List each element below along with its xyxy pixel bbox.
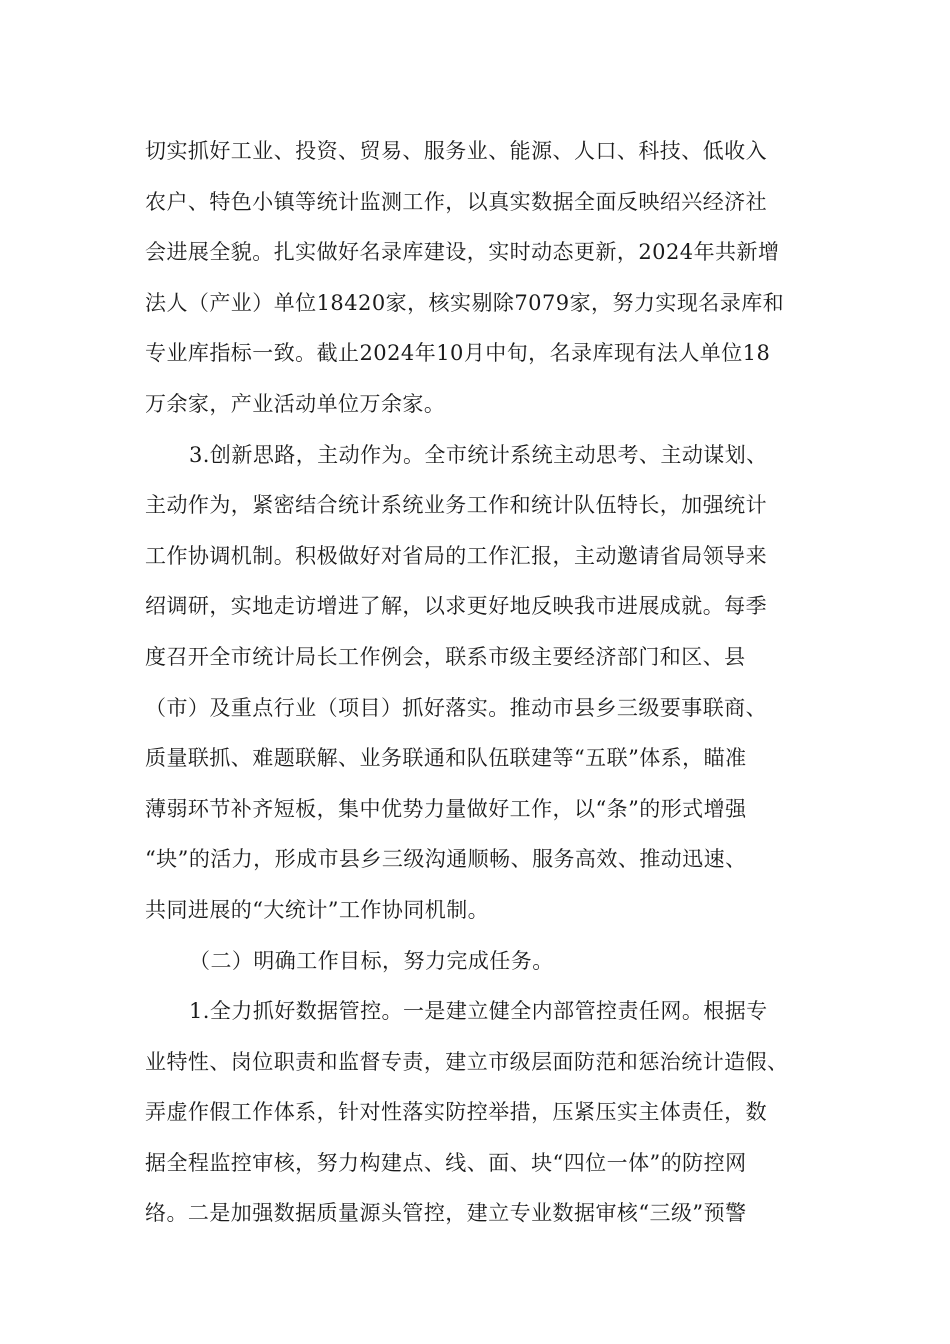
text-line: 薄弱环节补齐短板，集中优势力量做好工作，以“条”的形式增强 bbox=[145, 796, 747, 821]
text-line: 农户、特色小镇等统计监测工作，以真实数据全面反映绍兴经济社 bbox=[145, 189, 768, 214]
text-line: 度召开全市统计局长工作例会，联系市级主要经济部门和区、县 bbox=[145, 644, 746, 669]
text-line: 据全程监控审核，努力构建点、线、面、块“四位一体”的防控网 bbox=[145, 1150, 747, 1175]
text-line: 1.全力抓好数据管控。一是建立健全内部管控责任网。根据专 bbox=[189, 999, 768, 1024]
text-line: 质量联抓、难题联解、业务联通和队伍联建等“五联”体系，瞄准 bbox=[145, 746, 747, 771]
text-line: 3.创新思路，主动作为。全市统计系统主动思考、主动谋划、 bbox=[189, 442, 768, 467]
text-line: 弄虚作假工作体系，针对性落实防控举措，压紧压实主体责任，数 bbox=[145, 1100, 768, 1125]
text-line: 工作协调机制。积极做好对省局的工作汇报，主动邀请省局领导来 bbox=[145, 543, 768, 568]
text-line: 业特性、岗位职责和监督专责，建立市级层面防范和惩治统计造假、 bbox=[145, 1049, 789, 1074]
text-line: 绍调研，实地走访增进了解，以求更好地反映我市进展成就。每季 bbox=[145, 594, 768, 619]
text-line: 专业库指标一致。截止2024年10月中旬，名录库现有法人单位18 bbox=[145, 341, 771, 366]
text-line: （二）明确工作目标，努力完成任务。 bbox=[189, 948, 554, 973]
text-line: “块”的活力，形成市县乡三级沟通顺畅、服务高效、推动迅速、 bbox=[145, 847, 747, 872]
text-line: （市）及重点行业（项目）抓好落实。推动市县乡三级要事联商、 bbox=[145, 695, 768, 720]
body-text bbox=[145, 126, 805, 1239]
text-line: 法人（产业）单位18420家，核实剔除7079家，努力实现名录库和 bbox=[145, 290, 785, 315]
text-line: 主动作为，紧密结合统计系统业务工作和统计队伍特长，加强统计 bbox=[145, 493, 768, 518]
text-line: 万余家，产业活动单位万余家。 bbox=[145, 391, 446, 416]
text-line: 切实抓好工业、投资、贸易、服务业、能源、人口、科技、低收入 bbox=[145, 139, 768, 163]
text-line: 共同进展的“大统计”工作协同机制。 bbox=[145, 897, 490, 922]
text-line: 络。二是加强数据质量源头管控，建立专业数据审核“三级”预警 bbox=[145, 1201, 747, 1226]
text-line: 会进展全貌。扎实做好名录库建设，实时动态更新，2024年共新增 bbox=[145, 240, 780, 265]
